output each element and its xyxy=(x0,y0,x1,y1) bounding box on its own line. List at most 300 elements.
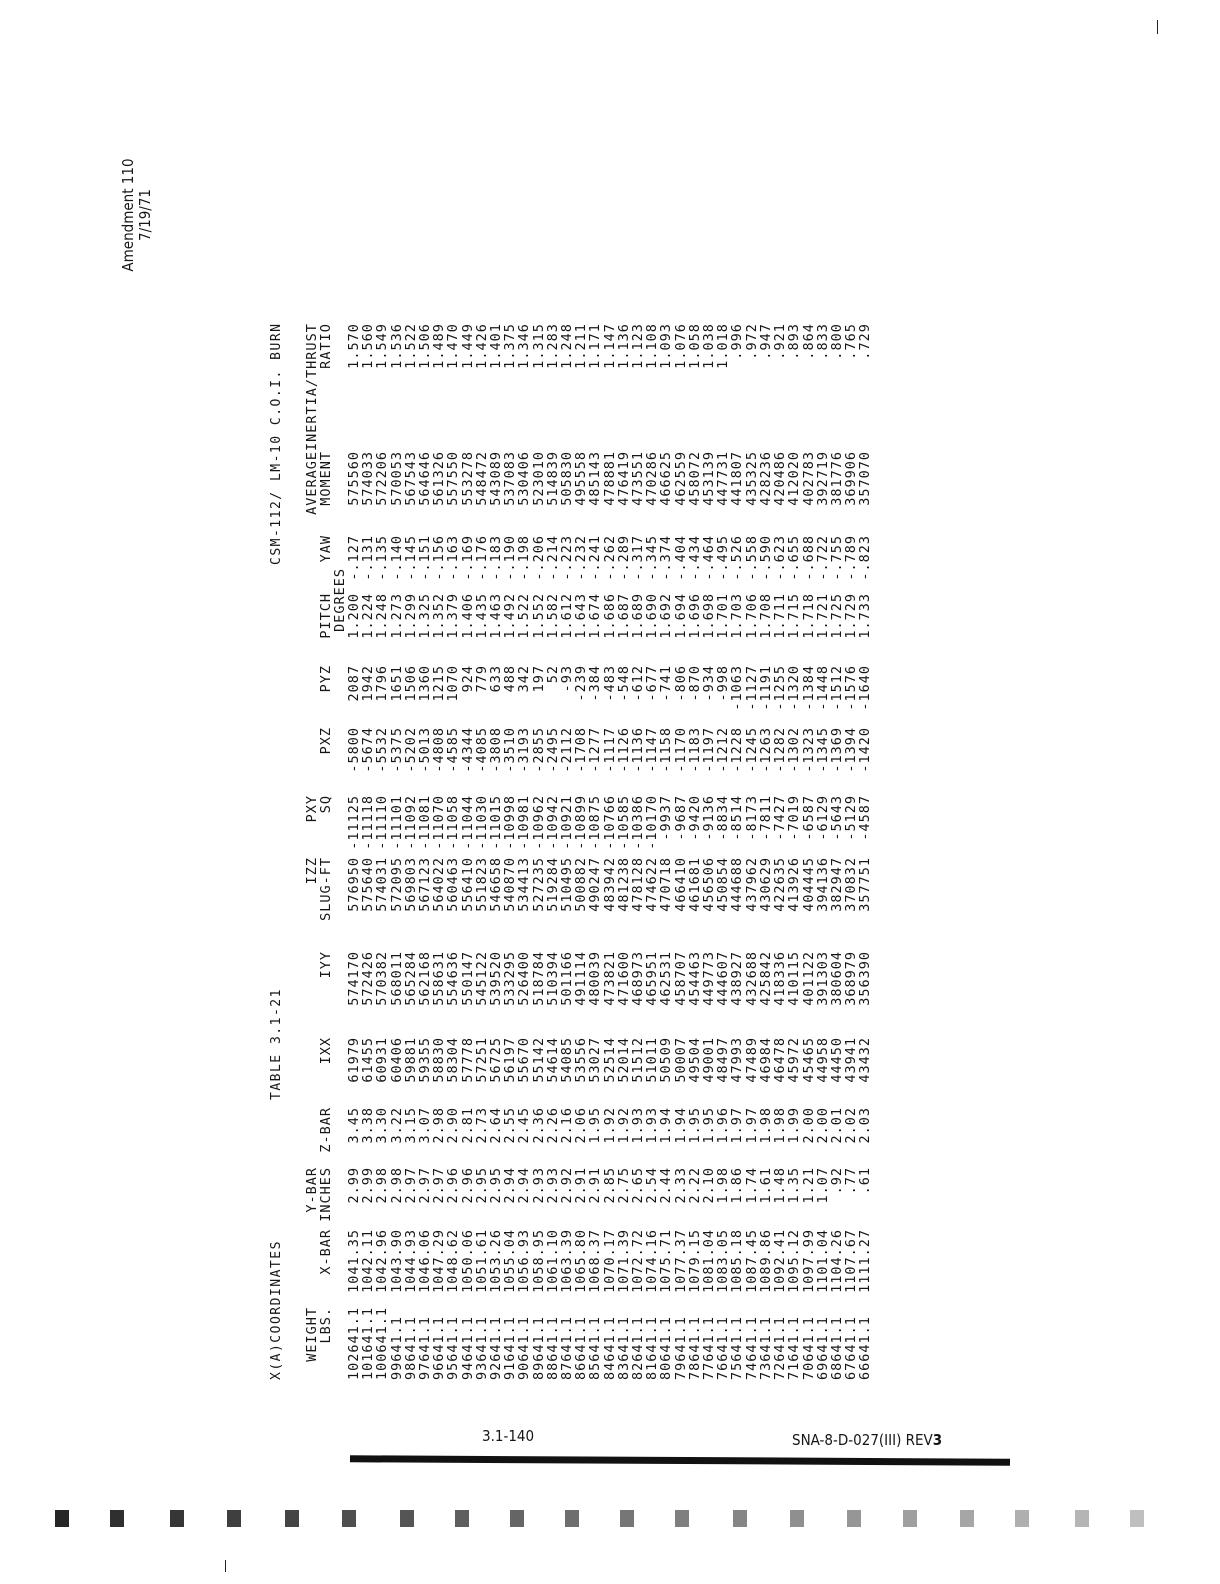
table-row xyxy=(546,323,560,1380)
cell-ybar: 2.96 xyxy=(445,1166,462,1204)
cell-izz: 422635 xyxy=(772,856,789,912)
cell-weight: 86641.1 xyxy=(573,1316,590,1380)
cell-ratio: .765 xyxy=(843,323,860,360)
cell-moment: 485143 xyxy=(587,450,604,506)
cell-xbar: 1068.37 xyxy=(587,1228,604,1293)
cell-zbar: 3.15 xyxy=(402,1106,419,1144)
cell-izz: 527235 xyxy=(530,856,547,912)
col-zbar-h1 xyxy=(305,1107,319,1167)
cell-iyy: 356390 xyxy=(857,950,874,1006)
table-row xyxy=(560,323,574,1380)
cell-pxz: -1277 xyxy=(587,726,604,773)
table-row xyxy=(688,323,702,1380)
cell-ratio: 1.375 xyxy=(502,323,519,369)
cell-xbar: 1048.62 xyxy=(445,1228,462,1293)
cell-yaw: -.434 xyxy=(686,534,703,581)
cell-iyy: 501166 xyxy=(559,950,576,1006)
table-row xyxy=(574,323,588,1380)
cell-xbar: 1095.12 xyxy=(786,1228,803,1293)
cell-ixx: 48497 xyxy=(715,1036,732,1083)
cell-iyy: 473821 xyxy=(601,950,618,1006)
col-weight-h1: WEIGHT xyxy=(304,1306,320,1362)
cell-ybar: 2.75 xyxy=(615,1166,632,1204)
cell-pxy: -11092 xyxy=(402,794,419,850)
burn-title: CSM-112/ LM-10 C.O.I. BURN xyxy=(269,322,284,565)
col-ratio-h1: INERTIA/THRUST xyxy=(304,323,320,451)
cell-ixx: 43941 xyxy=(843,1036,860,1083)
cell-weight: 102641.1 xyxy=(346,1306,362,1380)
cell-ratio: .893 xyxy=(786,323,803,360)
doc-id-text: SNA-8-D-027(III) REV xyxy=(792,1431,933,1449)
cell-xbar: 1042.11 xyxy=(360,1228,377,1293)
table-row xyxy=(475,323,489,1380)
cell-pxz: -1323 xyxy=(800,726,817,773)
cell-izz: 510495 xyxy=(559,856,576,912)
cell-moment: 478881 xyxy=(601,450,618,506)
cell-ratio: 1.536 xyxy=(388,323,405,369)
cell-izz: 546658 xyxy=(488,856,505,912)
cell-pxy: -5643 xyxy=(828,794,845,841)
cell-yaw: -.404 xyxy=(672,534,689,581)
cell-ixx: 52014 xyxy=(615,1036,632,1083)
cell-moment: 392719 xyxy=(814,450,831,506)
cell-pitch: 1.325 xyxy=(417,592,434,639)
cell-weight: 87641.1 xyxy=(559,1316,576,1380)
col-xbar-h1 xyxy=(305,1229,319,1307)
cell-izz: 572095 xyxy=(388,856,405,912)
cell-ybar: 2.94 xyxy=(502,1166,519,1204)
cell-zbar: 1.99 xyxy=(786,1106,803,1144)
cell-pxz: -1158 xyxy=(658,726,675,773)
binder-hole-mark xyxy=(342,1510,356,1527)
cell-pxy: -9136 xyxy=(701,794,718,841)
cell-iyy: 418336 xyxy=(772,950,789,1006)
cell-pxy: -10585 xyxy=(615,794,632,850)
cell-moment: 557550 xyxy=(445,450,462,506)
cell-moment: 357070 xyxy=(857,450,874,506)
cell-xbar: 1077.37 xyxy=(672,1228,689,1293)
cell-pxy: -9687 xyxy=(672,794,689,841)
cell-iyy: 558631 xyxy=(431,950,448,1006)
cell-pyz: -93 xyxy=(559,664,576,693)
col-izz-h1: IZZ xyxy=(304,856,320,885)
cell-moment: 420486 xyxy=(772,450,789,506)
cell-xbar: 1079.15 xyxy=(686,1228,703,1293)
cell-pxz: -1170 xyxy=(672,726,689,773)
cell-pyz: 342 xyxy=(516,664,533,693)
cell-ixx: 56725 xyxy=(488,1036,505,1083)
cell-pxz: -1420 xyxy=(857,726,874,773)
cell-weight: 100641.1 xyxy=(374,1306,391,1380)
cell-pyz: -483 xyxy=(601,664,618,702)
cell-xbar: 1050.06 xyxy=(459,1228,476,1293)
cell-ybar: 2.92 xyxy=(559,1166,576,1204)
cell-moment: 412020 xyxy=(786,450,803,506)
cell-ratio: 1.522 xyxy=(402,323,419,369)
cell-weight: 88641.1 xyxy=(544,1316,561,1380)
degrees-label: DEGREES xyxy=(332,568,348,632)
cell-pxy: -8834 xyxy=(715,794,732,841)
cell-pxz: -1126 xyxy=(615,726,632,773)
cell-yaw: -.688 xyxy=(800,534,817,581)
xa-coordinates-header: X(A)COORDINATES xyxy=(269,1240,284,1380)
table-row xyxy=(730,323,744,1380)
cell-ybar: 1.07 xyxy=(814,1166,831,1204)
cell-xbar: 1111.27 xyxy=(857,1228,874,1293)
cell-ixx: 43432 xyxy=(857,1036,874,1083)
cell-weight: 101641.1 xyxy=(360,1306,377,1380)
cell-izz: 481238 xyxy=(615,856,632,912)
cell-izz: 413926 xyxy=(786,856,803,912)
cell-iyy: 574170 xyxy=(346,950,362,1006)
cell-pxz: -2495 xyxy=(544,726,561,773)
table-row xyxy=(432,323,446,1380)
cell-yaw: -.317 xyxy=(630,534,647,581)
cell-xbar: 1071.39 xyxy=(615,1228,632,1293)
cell-pxz: -4585 xyxy=(445,726,462,773)
cell-izz: 466410 xyxy=(672,856,689,912)
table-row xyxy=(702,323,716,1380)
cell-pxy: -11081 xyxy=(417,794,434,850)
cell-ybar: 2.54 xyxy=(644,1166,661,1204)
cell-yaw: -.198 xyxy=(516,534,533,581)
cell-pitch: 1.711 xyxy=(772,592,789,639)
cell-weight: 69641.1 xyxy=(814,1316,831,1380)
cell-pxy: -5129 xyxy=(843,794,860,841)
cell-ratio: 1.489 xyxy=(431,323,448,369)
cell-zbar: 2.64 xyxy=(488,1106,505,1144)
cell-ixx: 50007 xyxy=(672,1036,689,1083)
cell-yaw: -.823 xyxy=(857,534,874,581)
binder-hole-mark xyxy=(1130,1510,1144,1527)
cell-moment: 453139 xyxy=(701,450,718,506)
cell-yaw: -.232 xyxy=(573,534,590,581)
cell-pitch: 1.224 xyxy=(360,592,377,639)
cell-pxy: -11101 xyxy=(388,794,405,850)
cell-xbar: 1074.16 xyxy=(644,1228,661,1293)
binder-hole-mark xyxy=(55,1510,69,1527)
amendment-stamp xyxy=(120,140,154,290)
cell-moment: 523010 xyxy=(530,450,547,506)
cell-ybar: 1.21 xyxy=(800,1166,817,1204)
cell-xbar: 1055.04 xyxy=(502,1228,519,1293)
col-pxz-h1 xyxy=(305,727,319,795)
table-row xyxy=(418,323,432,1380)
binder-hole-mark xyxy=(285,1510,299,1527)
cell-pxz: -5202 xyxy=(402,726,419,773)
cell-izz: 574031 xyxy=(374,856,391,912)
cell-zbar: 3.07 xyxy=(417,1106,434,1144)
cell-pxz: -1302 xyxy=(786,726,803,773)
cell-pyz: 779 xyxy=(473,664,490,693)
cell-zbar: 2.55 xyxy=(502,1106,519,1144)
col-yaw-h2: YAW xyxy=(318,534,334,563)
cell-pxy: -10875 xyxy=(587,794,604,850)
cell-yaw: -.176 xyxy=(473,534,490,581)
cell-pitch: 1.706 xyxy=(743,592,760,639)
cell-ybar: 2.99 xyxy=(346,1166,362,1204)
col-yaw-h1 xyxy=(305,535,319,593)
cell-ratio: .729 xyxy=(857,323,874,360)
cell-pxz: -3193 xyxy=(516,726,533,773)
cell-zbar: 2.01 xyxy=(828,1106,845,1144)
cell-xbar: 1072.72 xyxy=(630,1228,647,1293)
cell-iyy: 554636 xyxy=(445,950,462,1006)
cell-pitch: 1.692 xyxy=(658,592,675,639)
cell-zbar: 2.00 xyxy=(800,1106,817,1144)
cell-pyz: 2087 xyxy=(346,664,362,702)
cell-pyz: -1127 xyxy=(743,664,760,711)
cell-iyy: 468973 xyxy=(630,950,647,1006)
cell-pitch: 1.522 xyxy=(516,592,533,639)
cell-ratio: 1.058 xyxy=(686,323,703,369)
cell-zbar: 1.97 xyxy=(729,1106,746,1144)
cell-weight: 92641.1 xyxy=(488,1316,505,1380)
cell-izz: 490247 xyxy=(587,856,604,912)
cell-xbar: 1043.90 xyxy=(388,1228,405,1293)
cell-ratio: 1.038 xyxy=(701,323,718,369)
cell-weight: 93641.1 xyxy=(473,1316,490,1380)
cell-pxy: -10386 xyxy=(630,794,647,850)
cell-moment: 381776 xyxy=(828,450,845,506)
cell-pxy: -8514 xyxy=(729,794,746,841)
cell-pitch: 1.696 xyxy=(686,592,703,639)
header-row-3 xyxy=(333,323,347,1380)
cell-ixx: 61455 xyxy=(360,1036,377,1083)
cell-zbar: 1.92 xyxy=(601,1106,618,1144)
rev-number: 3 xyxy=(932,1431,943,1449)
cell-ybar: 1.61 xyxy=(757,1166,774,1204)
cell-ybar: .77 xyxy=(843,1166,860,1195)
col-moment-h2: MOMENT xyxy=(318,450,334,506)
cell-moment: 553278 xyxy=(459,450,476,506)
cell-ratio: .947 xyxy=(757,323,774,360)
cell-ybar: 2.65 xyxy=(630,1166,647,1204)
binder-hole-mark xyxy=(400,1510,414,1527)
cell-ybar: 2.98 xyxy=(374,1166,391,1204)
table-row xyxy=(631,323,645,1380)
cell-pxz: -5013 xyxy=(417,726,434,773)
cell-zbar: 1.94 xyxy=(658,1106,675,1144)
cell-ixx: 46478 xyxy=(772,1036,789,1083)
cell-zbar: 2.90 xyxy=(445,1106,462,1144)
cell-xbar: 1053.26 xyxy=(488,1228,505,1293)
cell-weight: 72641.1 xyxy=(772,1316,789,1380)
cell-yaw: -.655 xyxy=(786,534,803,581)
cell-pyz: -1320 xyxy=(786,664,803,711)
cell-izz: 474622 xyxy=(644,856,661,912)
cell-pxz: -5532 xyxy=(374,726,391,773)
cell-yaw: -.374 xyxy=(658,534,675,581)
col-ybar-h1: Y-BAR xyxy=(304,1166,320,1213)
cell-ybar: 2.97 xyxy=(431,1166,448,1204)
table-row xyxy=(489,323,503,1380)
cell-pxy: -11070 xyxy=(431,794,448,850)
cell-ratio: 1.018 xyxy=(715,323,732,369)
cell-xbar: 1107.67 xyxy=(843,1228,860,1293)
cell-weight: 77641.1 xyxy=(701,1316,718,1380)
cell-ratio: 1.147 xyxy=(601,323,618,369)
cell-xbar: 1101.04 xyxy=(814,1228,831,1293)
cell-xbar: 1092.41 xyxy=(772,1228,789,1293)
cell-iyy: 462531 xyxy=(658,950,675,1006)
cell-moment: 530406 xyxy=(516,450,533,506)
cell-pitch: 1.406 xyxy=(459,592,476,639)
cell-pyz: -1384 xyxy=(800,664,817,711)
table-row xyxy=(375,323,389,1380)
cell-pxz: -1282 xyxy=(772,726,789,773)
cell-izz: 357751 xyxy=(857,856,874,912)
cell-weight: 89641.1 xyxy=(530,1316,547,1380)
cell-ixx: 60406 xyxy=(388,1036,405,1083)
cell-weight: 79641.1 xyxy=(672,1316,689,1380)
table-title: TABLE 3.1-21 xyxy=(269,988,284,1100)
col-ratio-h2: RATIO xyxy=(318,323,334,369)
cell-pitch: 1.708 xyxy=(757,592,774,639)
cell-yaw: -.156 xyxy=(431,534,448,581)
cell-yaw: -.127 xyxy=(346,534,362,581)
cell-ixx: 58830 xyxy=(431,1036,448,1083)
cell-ixx: 59355 xyxy=(417,1036,434,1083)
cell-pyz: -741 xyxy=(658,664,675,702)
cell-ratio: 1.560 xyxy=(360,323,377,369)
cell-zbar: 2.02 xyxy=(843,1106,860,1144)
cell-xbar: 1058.95 xyxy=(530,1228,547,1293)
cell-ybar: 2.96 xyxy=(459,1166,476,1204)
cell-ybar: 2.95 xyxy=(473,1166,490,1204)
cell-ixx: 45972 xyxy=(786,1036,803,1083)
cell-iyy: 570382 xyxy=(374,950,391,1006)
cell-moment: 428236 xyxy=(757,450,774,506)
cell-ratio: 1.401 xyxy=(488,323,505,369)
cell-weight: 80641.1 xyxy=(658,1316,675,1380)
cell-iyy: 550147 xyxy=(459,950,476,1006)
table-row xyxy=(503,323,517,1380)
cell-weight: 76641.1 xyxy=(715,1316,732,1380)
cell-izz: 534413 xyxy=(516,856,533,912)
table-row xyxy=(787,323,801,1380)
cell-ybar: 2.93 xyxy=(544,1166,561,1204)
binder-holes xyxy=(55,1510,1165,1540)
cell-pyz: -548 xyxy=(615,664,632,702)
cell-ratio: 1.506 xyxy=(417,323,434,369)
col-moment-h1: AVERAGE xyxy=(304,450,320,515)
cell-moment: 466625 xyxy=(658,450,675,506)
cell-izz: 394136 xyxy=(814,856,831,912)
cell-pxz: -1147 xyxy=(644,726,661,773)
cell-ratio: .864 xyxy=(800,323,817,360)
col-pyz-h2: PYZ xyxy=(318,664,334,693)
cell-pyz: -384 xyxy=(587,664,604,702)
cell-iyy: 410115 xyxy=(786,950,803,1006)
cell-pxy: -6587 xyxy=(800,794,817,841)
cell-ratio: .833 xyxy=(814,323,831,360)
cell-ixx: 54614 xyxy=(544,1036,561,1083)
cell-ixx: 49504 xyxy=(686,1036,703,1083)
cell-iyy: 572426 xyxy=(360,950,377,1006)
cell-zbar: 2.00 xyxy=(814,1106,831,1144)
cell-zbar: 1.92 xyxy=(615,1106,632,1144)
binder-hole-mark xyxy=(110,1510,124,1527)
cell-izz: 370832 xyxy=(843,856,860,912)
cell-xbar: 1046.06 xyxy=(417,1228,434,1293)
cell-ybar: 1.98 xyxy=(715,1166,732,1204)
cell-pyz: 52 xyxy=(544,664,561,684)
cell-ratio: 1.549 xyxy=(374,323,391,369)
binder-hole-mark xyxy=(675,1510,689,1527)
cell-ratio: 1.136 xyxy=(615,323,632,369)
cell-weight: 78641.1 xyxy=(686,1316,703,1380)
cell-zbar: 1.95 xyxy=(701,1106,718,1144)
cell-xbar: 1056.93 xyxy=(516,1228,533,1293)
cell-pxz: -1245 xyxy=(743,726,760,773)
binder-hole-mark xyxy=(620,1510,634,1527)
cell-ixx: 60931 xyxy=(374,1036,391,1083)
cell-yaw: -.789 xyxy=(843,534,860,581)
table-row xyxy=(617,323,631,1380)
cell-pxy: -10899 xyxy=(573,794,590,850)
cell-yaw: -.183 xyxy=(488,534,505,581)
cell-zbar: 3.30 xyxy=(374,1106,391,1144)
cell-zbar: 2.73 xyxy=(473,1106,490,1144)
cell-yaw: -.206 xyxy=(530,534,547,581)
cell-pyz: -1191 xyxy=(757,664,774,711)
cell-iyy: 471600 xyxy=(615,950,632,1006)
cell-izz: 478128 xyxy=(630,856,647,912)
cell-moment: 369906 xyxy=(843,450,860,506)
cell-yaw: -.131 xyxy=(360,534,377,581)
cell-moment: 495558 xyxy=(573,450,590,506)
cell-yaw: -.262 xyxy=(601,534,618,581)
cell-pitch: 1.612 xyxy=(559,592,576,639)
cell-ratio: .972 xyxy=(743,323,760,360)
cell-zbar: 2.36 xyxy=(530,1106,547,1144)
cell-iyy: 458707 xyxy=(672,950,689,1006)
cell-pyz: -1512 xyxy=(828,664,845,711)
cell-izz: 430629 xyxy=(757,856,774,912)
cell-ixx: 55142 xyxy=(530,1036,547,1083)
amendment-number: Amendment 110 xyxy=(119,158,137,272)
cell-izz: 483942 xyxy=(601,856,618,912)
cell-izz: 456506 xyxy=(701,856,718,912)
cell-pitch: 1.701 xyxy=(715,592,732,639)
cell-pxy: -11044 xyxy=(459,794,476,850)
cell-pyz: 633 xyxy=(488,664,505,693)
cell-pyz: 197 xyxy=(530,664,547,693)
header-row-2 xyxy=(319,323,333,1380)
cell-ybar: .61 xyxy=(857,1166,874,1195)
cell-yaw: -.151 xyxy=(417,534,434,581)
cell-ratio: 1.283 xyxy=(544,323,561,369)
cell-moment: 543089 xyxy=(488,450,505,506)
cell-moment: 572206 xyxy=(374,450,391,506)
cell-pxy: -11058 xyxy=(445,794,462,850)
table-row xyxy=(603,323,617,1380)
cell-pitch: 1.690 xyxy=(644,592,661,639)
cell-pxy: -11030 xyxy=(473,794,490,850)
cell-moment: 402783 xyxy=(800,450,817,506)
cell-ybar: 2.97 xyxy=(402,1166,419,1204)
cell-moment: 473551 xyxy=(630,450,647,506)
cell-pitch: 1.729 xyxy=(843,592,860,639)
cell-pyz: 1360 xyxy=(417,664,434,702)
binder-hole-mark xyxy=(170,1510,184,1527)
cell-ixx: 53027 xyxy=(587,1036,604,1083)
cell-yaw: -.140 xyxy=(388,534,405,581)
cell-yaw: -.169 xyxy=(459,534,476,581)
cell-pyz: -1448 xyxy=(814,664,831,711)
cell-izz: 569803 xyxy=(402,856,419,912)
